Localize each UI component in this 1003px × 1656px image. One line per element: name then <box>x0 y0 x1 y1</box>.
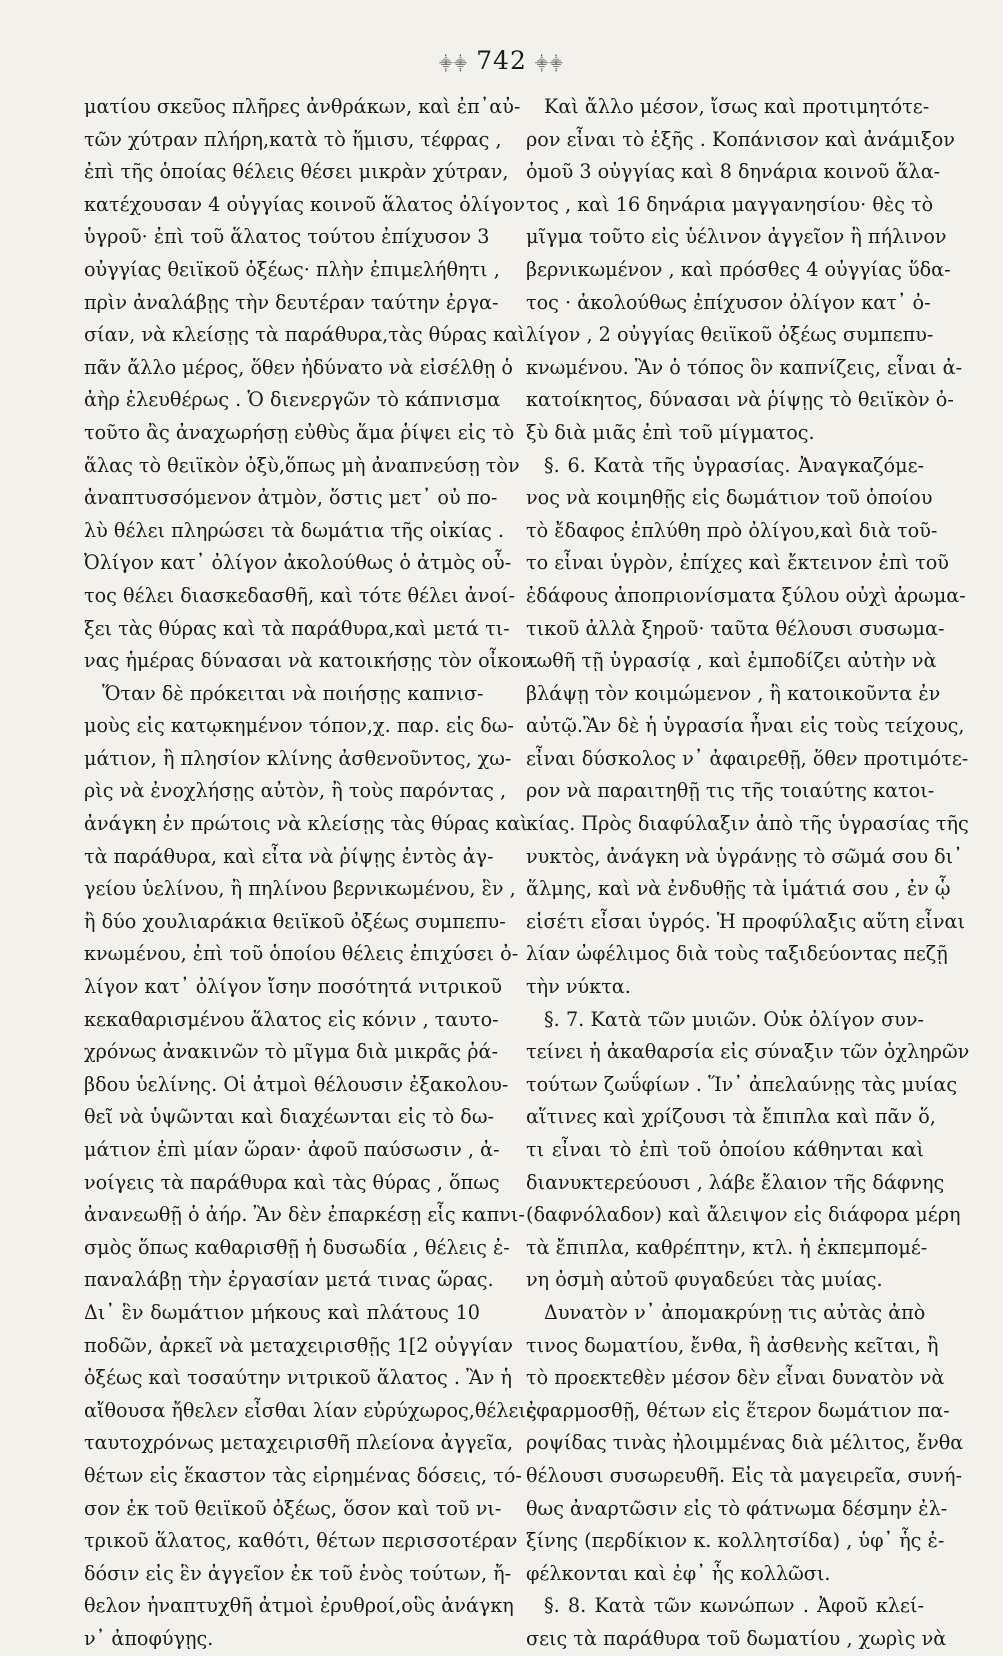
text-line: τος θέλει διασκεδασθῆ, καὶ τότε θέλει ἀνοί- <box>84 583 515 607</box>
text-line: μάτιον, ἢ πλησίον κλίνης ἀσθενοῦντος, χω- <box>84 746 512 770</box>
text-line: δόσιν εἰς ἓν ἀγγεῖον ἐκ τοῦ ἑνὸς τούτων, ἤ- <box>84 1561 512 1585</box>
text-line: οὐγγίας θειϊκοῦ ὀξέως· πλὴν ἐπιμελήθητι , <box>84 257 500 281</box>
text-line: τινος δωματίου, ἔνθα, ἢ ἀσθενὴς κεῖται, ἢ <box>526 1333 939 1357</box>
text-line: νη ὀσμὴ αὐτοῦ φυγαδεύει τὰς μυίας. <box>526 1268 883 1292</box>
page-header <box>0 46 1003 75</box>
text-line: τικοῦ ἀλλὰ ξηροῦ· ταῦτα θέλουσι συσωμα- <box>526 616 945 640</box>
text-line: ρον νὰ παραιτηθῇ τις τῆς τοιαύτης κατοι- <box>526 779 935 803</box>
text-line: σίαν, νὰ κλείσῃς τὰ παράθυρα,τὰς θύρας καὶ <box>84 323 526 347</box>
text-line: ἢ δύο χουλιαράκια θειϊκοῦ ὀξέως συμπεπυ- <box>84 909 506 933</box>
text-line: Καὶ ἄλλο μέσον, ἴσως καὶ προτιμητότε- <box>544 95 930 118</box>
text-line: κατέχουσαν 4 οὐγγίας κοινοῦ ἅλατος ὀλίγον <box>84 192 526 216</box>
text-line: Δι᾽ ἓν δωμάτιον μήκους καὶ πλάτους 10 <box>84 1300 480 1324</box>
text-line: παναλάβῃ τὴν ἐργασίαν μετά τινας ὥρας. <box>84 1268 494 1292</box>
text-line: θέλουσι συσωρευθῆ. Εἰς τὰ μαγειρεῖα, συνή- <box>526 1463 962 1487</box>
text-line: ἀναπτυσσόμενον ἀτμὸν, ὅστις μετ᾽ οὐ πο- <box>84 486 498 510</box>
text-line: ν᾽ ἀποφύγῃς. <box>84 1626 214 1650</box>
text-line: εἶναι δύσκολος ν᾽ ἀφαιρεθῇ, ὅθεν προτιμότε- <box>526 746 969 770</box>
text-line: τος , καὶ 16 δηνάρια μαγγανησίου· θὲς τὸ <box>526 192 934 216</box>
text-line: ὀξέως καὶ τοσαύτην νιτρικοῦ ἅλατος . Ἂν ἡ <box>84 1366 513 1390</box>
text-line: λίγον , 2 οὐγγίας θειϊκοῦ ὀξέως συμπεπυ- <box>526 323 934 347</box>
text-line: νυκτὸς, ἀνάγκη νὰ ὑγράνῃς τὸ σῶμά σου δι᾽ <box>526 844 963 868</box>
text-line: (δαφνόλαδον) καὶ ἄλειψον εἰς διάφορα μέρη <box>526 1203 961 1227</box>
text-line: τος · ἀκολούθως ἐπίχυσον ὀλίγον κατ᾽ ὀ- <box>526 290 931 314</box>
text-line: ἀνάγκη ἐν πρώτοις νὰ κλείσῃς τὰς θύρας καὶ <box>84 812 528 836</box>
text-line: ξίνης (περδίκιον κ. κολλητσίδα) , ὑφ᾽ ἧς ἐ- <box>526 1529 945 1553</box>
text-line: τῶν χύτραν πλήρη,κατὰ τὸ ἥμισυ, τέφρας , <box>84 127 502 151</box>
text-line: ποδῶν, ἀρκεῖ νὰ μεταχειρισθῇς 1[2 οὐγγίαν <box>84 1333 513 1357</box>
text-line: Ὅταν δὲ πρόκειται νὰ ποιήσῃς καπνισ- <box>102 681 484 705</box>
text-line: βδου ὑελίνης. Οἱ ἀτμοὶ θέλουσιν ἐξακολου- <box>84 1072 509 1096</box>
text-line: κεκαθαρισμένου ἅλατος εἰς κόνιν , ταυτο- <box>84 1007 499 1031</box>
text-line: τὸ ἔδαφος ἐπλύθη πρὸ ὀλίγου,καὶ διὰ τοῦ- <box>526 518 938 542</box>
text-line: τὰ ἔπιπλα, καθρέπτην, κτλ. ἡ ἐκπεμπομέ- <box>526 1235 928 1259</box>
text-line: τούτων ζωΰφίων . Ἵν᾽ ἀπελαύνῃς τὰς μυίας <box>526 1072 958 1096</box>
text-line: §. 8. Κατὰ τῶν κωνώπων . Ἀφοῦ κλεί- <box>544 1594 924 1618</box>
text-line: ροψίδας τινὰς ἠλοιμμένας διὰ μέλιτος, ἔνθα <box>526 1431 964 1455</box>
text-line: μοὺς εἰς κατῳκημένον τόπον,χ. παρ. εἰς δω- <box>84 714 514 738</box>
text-line: ξὺ διὰ μιᾶς ἐπὶ τοῦ μίγματος. <box>526 420 815 444</box>
text-line: χρόνως ἀνακινῶν τὸ μῖγμα διὰ μικρᾶς ῥά- <box>84 1040 498 1064</box>
text-line: το εἶναι ὑγρὸν, ἐπίχες καὶ ἔκτεινον ἐπὶ τοῦ <box>526 551 949 575</box>
text-line: Ὀλίγον κατ᾽ ὀλίγον ἀκολούθως ὁ ἀτμὸς οὗ- <box>84 551 512 575</box>
text-line: κνωμένου. Ἂν ὁ τόπος ὃν καπνίζεις, εἶναι ἀ- <box>526 355 963 379</box>
text-line: σεις τὰ παράθυρα τοῦ δωματίου , χωρὶς νὰ <box>526 1626 947 1650</box>
text-line: μῖγμα τοῦτο εἰς ὑέλινον ἀγγεῖον ἢ πήλινον <box>526 225 947 249</box>
text-line: βλάψῃ τὸν κοιμώμενον , ἢ κατοικοῦντα ἐν <box>526 681 941 705</box>
text-line: ταυτοχρόνως μεταχειρισθῆ πλείονα ἀγγεῖα, <box>84 1431 514 1455</box>
text-line: Δυνατὸν ν᾽ ἀπομακρύνῃ τις αὐτὰς ἀπὸ <box>544 1300 926 1324</box>
text-line: ρον εἶναι τὸ ἑξῆς . Κοπάνισον καὶ ἀνάμιξον <box>526 127 955 151</box>
text-line: διανυκτερεύουσι , λάβε ἔλαιον τῆς δάφνης <box>526 1170 945 1194</box>
text-line: ρὶς νὰ ἐνοχλήσῃς αὐτὸν, ἢ τοὺς παρόντας , <box>84 779 507 803</box>
text-line: νας ἡμέρας δύνασαι νὰ κατοικήσῃς τὸν οἶκον. <box>84 649 539 673</box>
text-line: θελον ἠναπτυχθῆ ἀτμοὶ ἐρυθροί,οὓς ἀνάγκη <box>84 1594 514 1618</box>
text-line: αἵτινες καὶ χρίζουσι τὰ ἔπιπλα καὶ πᾶν ὅ, <box>526 1105 936 1129</box>
text-line: τωθῆ τῇ ὑγρασίᾳ , καὶ ἐμποδίζει αὐτὴν νὰ <box>526 649 937 673</box>
text-line: τοῦτο ἂς ἀναχωρήσῃ εὐθὺς ἅμα ῥίψει εἰς τὸ <box>84 420 515 444</box>
text-line: θως ἀναρτῶσιν εἰς τὸ φάτνωμα δέσμην ἐλ- <box>526 1496 948 1520</box>
text-line: τὴν νύκτα. <box>526 975 631 999</box>
text-line: εἰσέτι εἶσαι ὑγρός. Ἡ προφύλαξις αὕτη εἶναι <box>526 909 965 933</box>
text-line: ὑγροῦ· ἐπὶ τοῦ ἅλατος τούτου ἐπίχυσον 3 <box>84 225 490 249</box>
text-line: ἀὴρ ἐλευθέρως . Ὁ διενεργῶν τὸ κάπνισμα <box>84 388 501 412</box>
text-line: σμὸς ὅπως καθαρισθῇ ἡ δυσωδία , θέλεις ἐ- <box>84 1235 510 1259</box>
text-line: §. 7. Κατὰ τῶν μυιῶν. Οὐκ ὀλίγον συν- <box>544 1007 924 1031</box>
text-line: αὐτῷ.Ἂν δὲ ἡ ὑγρασία ἦναι εἰς τοὺς τείχους, <box>526 714 965 738</box>
text-line: θέτων εἰς ἕκαστον τὰς εἰρημένας δόσεις, τό- <box>84 1463 522 1487</box>
text-line: ξει τὰς θύρας καὶ τὰ παράθυρα,καὶ μετά τι- <box>84 616 510 640</box>
text-line: τι εἶναι τὸ ἐπὶ τοῦ ὁποίου κάθηνται καὶ <box>526 1138 924 1161</box>
text-line: πρὶν ἀναλάβῃς τὴν δευτέραν ταύτην ἐργα- <box>84 290 499 314</box>
text-line: λίγον κατ᾽ ὀλίγον ἴσην ποσότητά νιτρικοῦ <box>84 975 503 999</box>
text-line: τείνει ἡ ἀκαθαρσία εἰς σύναξιν τῶν ὀχληρῶν <box>526 1040 970 1064</box>
text-line: κνωμένου, ἐπὶ τοῦ ὁποίου θέλεις ἐπιχύσει ὀ- <box>84 942 519 966</box>
text-line: φέλκονται καὶ ἐφ᾽ ἧς κολλῶσι. <box>526 1561 831 1585</box>
text-line: λίαν ὠφέλιμος διὰ τοὺς ταξιδεύοντας πεζῇ <box>526 942 948 966</box>
text-line: τὰ παράθυρα, καὶ εἶτα νὰ ῥίψῃς ἐντὸς ἀγ- <box>84 844 494 868</box>
text-line: ματίου σκεῦος πλῆρες ἀνθράκων, καὶ ἐπ᾽αὐ- <box>84 95 521 118</box>
text-line: πᾶν ἄλλο μέρος, ὅθεν ἠδύνατο νὰ εἰσέλθῃ ὁ <box>84 355 513 379</box>
text-line: ἅλας τὸ θειϊκὸν ὀξὺ,ὅπως μὴ ἀναπνεύσῃ τὸν <box>84 453 520 477</box>
right-ornament: ⸎⸎ <box>534 56 564 72</box>
left-ornament: ⸎⸎ <box>439 56 469 72</box>
text-line: ἅλμης, καὶ νὰ ἐνδυθῇς τὰ ἱμάτιά σου , ἐν ᾧ <box>526 877 951 901</box>
text-line: ἀνανεωθῇ ὁ ἀήρ. Ἂν δὲν ἐπαρκέσῃ εἷς καπνι- <box>84 1203 525 1227</box>
text-line: ἐπὶ τῆς ὁποίας θέλεις θέσει μικρὰν χύτραν, <box>84 160 509 184</box>
text-line: γείου ὑελίνου, ἢ πηλίνου βερνικωμένου, ἓν , <box>84 877 516 901</box>
text-line: νος νὰ κοιμηθῇς εἰς δωμάτιον τοῦ ὁποίου <box>526 486 933 510</box>
text-line: τὸ προεκτεθὲν μέσον δὲν εἶναι δυνατὸν νὰ <box>526 1366 945 1390</box>
text-line: κίας. Πρὸς διαφύλαξιν ἀπὸ τῆς ὑγρασίας τῆς <box>526 812 969 836</box>
text-line: ὁμοῦ 3 οὐγγίας καὶ 8 δηνάρια κοινοῦ ἅλα- <box>526 160 941 184</box>
text-line: αἴθουσα ἤθελεν εἶσθαι λίαν εὐρύχωρος,θέλεις <box>84 1398 537 1422</box>
text-line: σον ἐκ τοῦ θειϊκοῦ ὀξέως, ὅσον καὶ τοῦ νι- <box>84 1496 502 1520</box>
text-line: ἐδάφους ἀποπριονίσματα ξύλου οὐχὶ ἀρωμα- <box>526 583 966 607</box>
text-line: §. 6. Κατὰ τῆς ὑγρασίας. Ἀναγκαζόμε- <box>544 453 924 477</box>
page-number: 742 <box>476 46 527 75</box>
text-line: λὺ θέλει πληρώσει τὰ δωμάτια τῆς οἰκίας . <box>84 518 504 542</box>
text-line: θεῖ νὰ ὑψῶνται καὶ διαχέωνται εἰς τὸ δω- <box>84 1105 494 1129</box>
text-line: μάτιον ἐπὶ μίαν ὥραν· ἀφοῦ παύσωσιν , ἀ- <box>84 1138 500 1161</box>
right-column <box>526 91 970 1656</box>
text-line: ἐφαρμοσθῇ, θέτων εἰς ἕτερον δωμάτιον πα- <box>526 1398 950 1422</box>
text-line: νοίγεις τὰ παράθυρα καὶ τὰς θύρας , ὅπως <box>84 1170 500 1194</box>
left-column <box>84 91 539 1656</box>
text-line: τρικοῦ ἅλατος, καθότι, θέτων περισσοτέραν <box>84 1529 518 1553</box>
text-line: κατοίκητος, δύνασαι νὰ ῥίψῃς τὸ θειϊκὸν ὀ- <box>526 388 954 412</box>
text-line: βερνικωμένον , καὶ πρόσθες 4 οὐγγίας ὕδα- <box>526 257 951 281</box>
